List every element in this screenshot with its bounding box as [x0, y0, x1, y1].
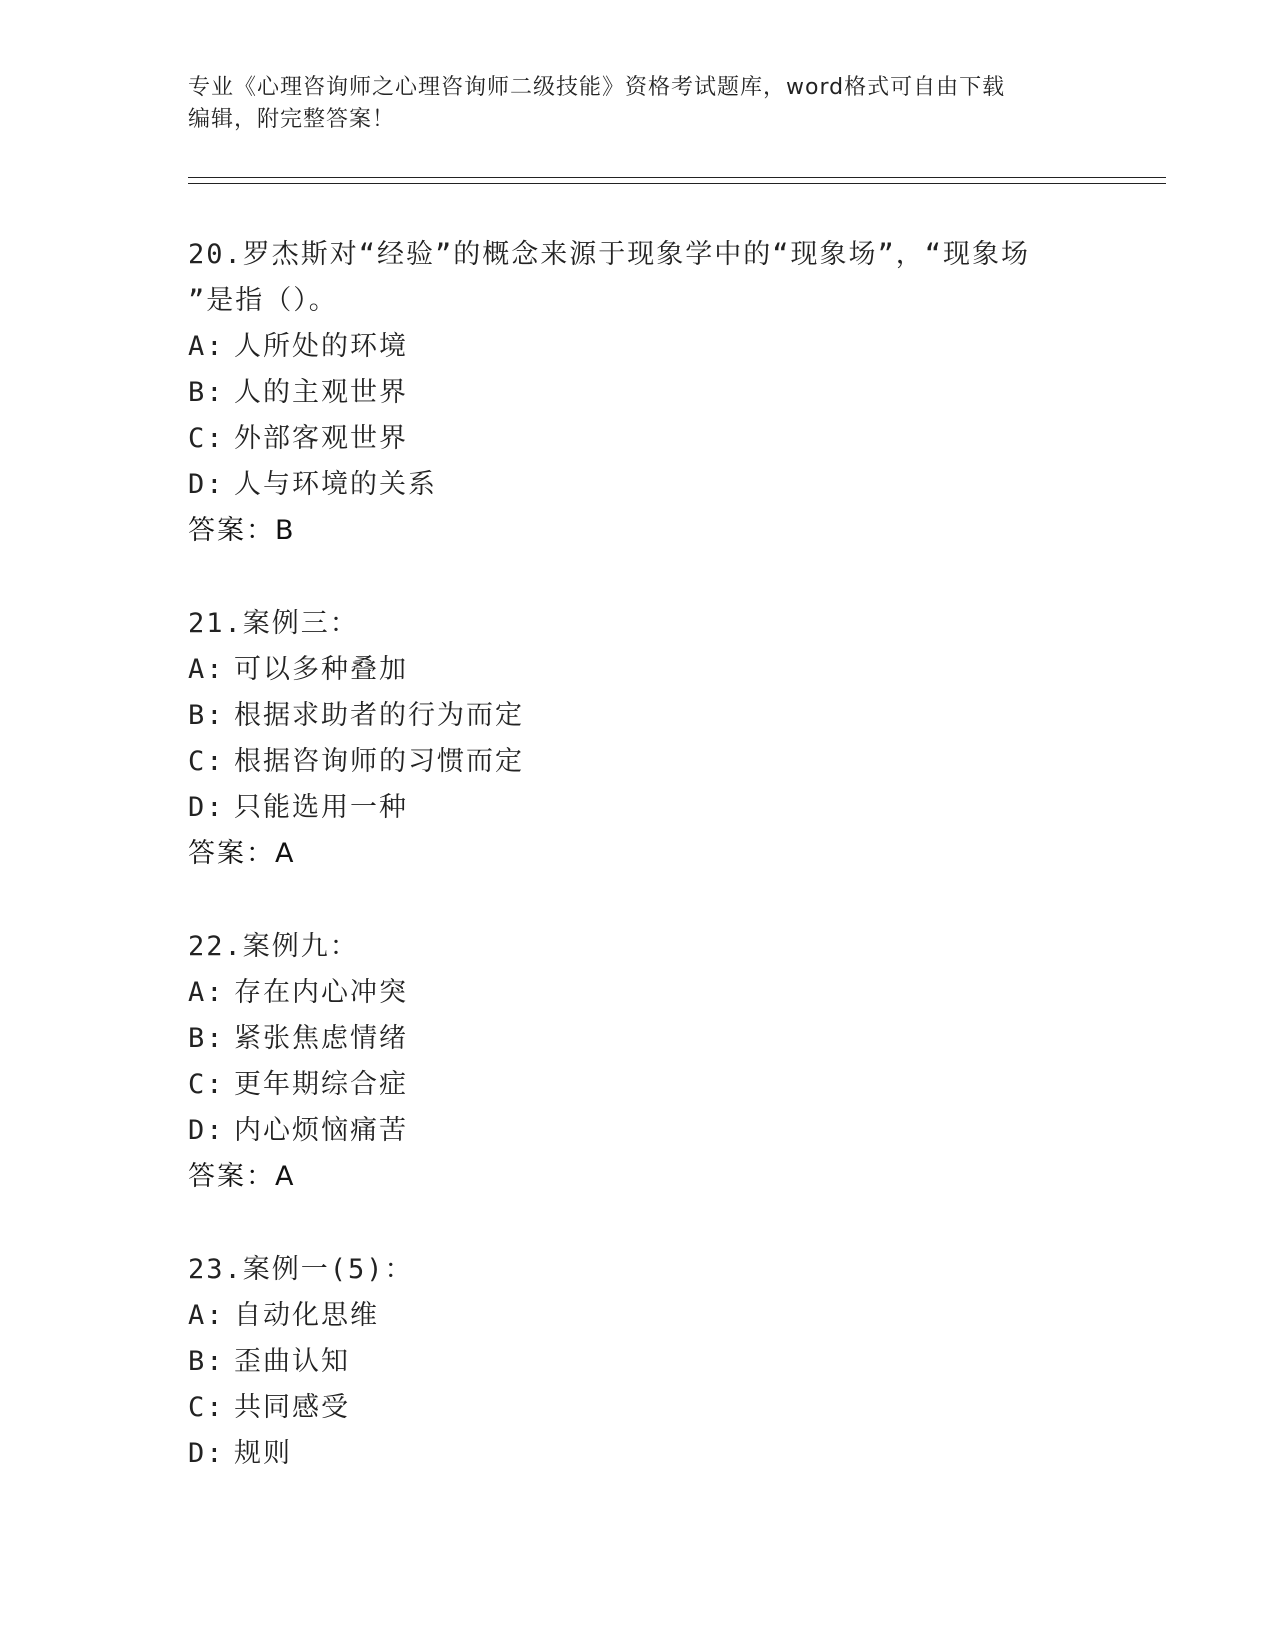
question-stem [188, 601, 1138, 647]
answer-line: 答案：A [188, 838, 296, 869]
option-letter: D: [188, 1438, 225, 1469]
option-d [188, 462, 1138, 508]
header-line-1: 专业《心理咨询师之心理咨询师二级技能》资格考试题库，word格式可自由下载 [188, 75, 1006, 100]
option-letter: B: [188, 700, 225, 731]
question-item [188, 601, 1138, 877]
question-stem-line: 21.案例三： [188, 608, 359, 639]
question-stem-line: 23.案例一(5)： [188, 1254, 414, 1285]
option-letter: C: [188, 1069, 225, 1100]
question-stem [188, 924, 1138, 970]
option-b [188, 1016, 1138, 1062]
option-text: 人与环境的关系 [234, 469, 437, 500]
option-text: 外部客观世界 [234, 423, 408, 454]
header-divider-bottom [188, 183, 1166, 184]
option-letter: C: [188, 746, 225, 777]
option-text: 紧张焦虑情绪 [234, 1023, 408, 1054]
question-item [188, 232, 1138, 554]
option-text: 更年期综合症 [234, 1069, 408, 1100]
option-b [188, 693, 1138, 739]
answer-line: 答案：A [188, 1161, 296, 1192]
option-letter: D: [188, 792, 225, 823]
option-letter: B: [188, 1346, 225, 1377]
option-text: 共同感受 [234, 1392, 350, 1423]
option-letter: A: [188, 1300, 225, 1331]
option-c [188, 416, 1138, 462]
option-text: 规则 [234, 1438, 292, 1469]
option-text: 歪曲认知 [234, 1346, 350, 1377]
question-stem-line: 22.案例九： [188, 931, 359, 962]
option-text: 人的主观世界 [234, 377, 408, 408]
option-letter: A: [188, 977, 225, 1008]
question-stem-line: ”是指（）。 [188, 285, 338, 316]
question-stem [188, 1247, 1138, 1293]
option-c [188, 1062, 1138, 1108]
option-text: 存在内心冲突 [234, 977, 408, 1008]
answer-line: 答案：B [188, 515, 296, 546]
option-text: 根据咨询师的习惯而定 [234, 746, 524, 777]
option-letter: A: [188, 331, 225, 362]
option-d [188, 785, 1138, 831]
question-item [188, 924, 1138, 1200]
option-c [188, 1385, 1138, 1431]
option-a [188, 647, 1138, 693]
option-text: 可以多种叠加 [234, 654, 408, 685]
option-letter: B: [188, 1023, 225, 1054]
option-letter: C: [188, 423, 225, 454]
option-letter: C: [188, 1392, 225, 1423]
option-b [188, 370, 1138, 416]
option-a [188, 1293, 1138, 1339]
option-b [188, 1339, 1138, 1385]
option-text: 自动化思维 [234, 1300, 379, 1331]
option-letter: D: [188, 469, 225, 500]
option-d [188, 1431, 1138, 1477]
question-stem-line: 20.罗杰斯对“经验”的概念来源于现象学中的“现象场”，“现象场 [188, 239, 1031, 270]
option-text: 内心烦恼痛苦 [234, 1115, 408, 1146]
header-divider-top [188, 177, 1166, 178]
question-stem [188, 232, 1138, 324]
question-item [188, 1247, 1138, 1477]
option-c [188, 739, 1138, 785]
option-text: 只能选用一种 [234, 792, 408, 823]
option-letter: A: [188, 654, 225, 685]
option-letter: D: [188, 1115, 225, 1146]
option-text: 人所处的环境 [234, 331, 408, 362]
option-a [188, 970, 1138, 1016]
document-header [188, 72, 1078, 136]
question-list [188, 232, 1138, 1524]
option-d [188, 1108, 1138, 1154]
header-line-2: 编辑，附完整答案！ [188, 107, 396, 132]
option-text: 根据求助者的行为而定 [234, 700, 524, 731]
option-letter: B: [188, 377, 225, 408]
option-a [188, 324, 1138, 370]
